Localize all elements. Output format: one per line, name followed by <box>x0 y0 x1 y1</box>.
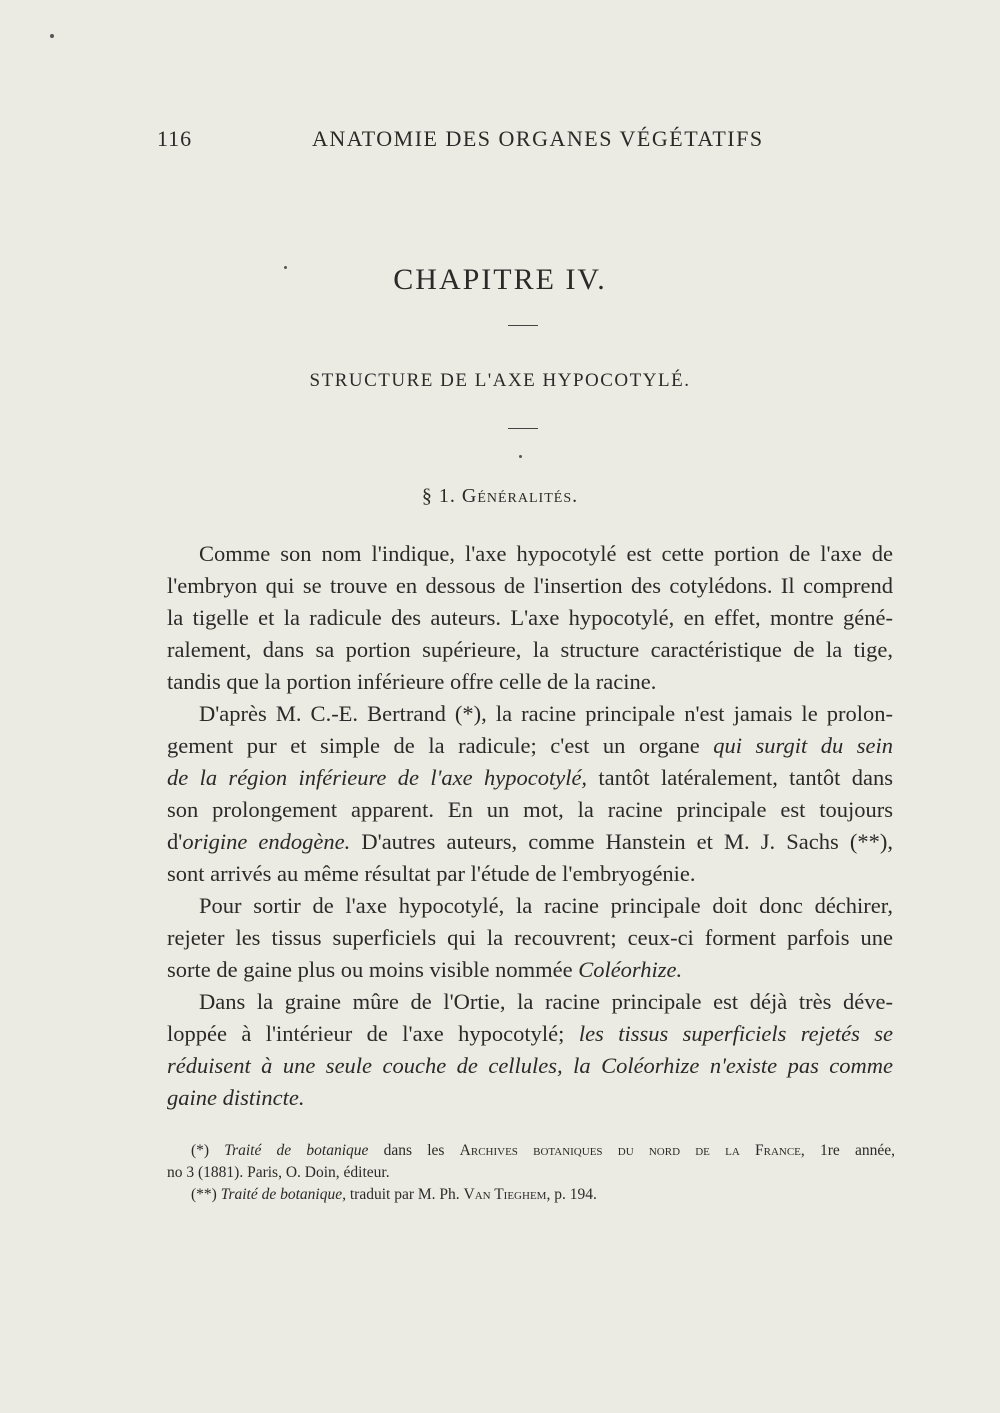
paragraph-3 <box>167 890 893 986</box>
text-line: ralement, dans sa portion supérieure, la structure caractéristique de la tige, <box>167 637 893 662</box>
text-run: loppée à l'intérieur de l'axe hypocotylé; <box>167 1021 565 1046</box>
italic-text: de la région inférieure de l'axe hypocotylé, <box>167 765 588 790</box>
footnote-author: Van Tieghem, <box>463 1186 551 1203</box>
text-run: tantôt latéralement, tantôt dans <box>598 765 893 790</box>
text-run <box>167 829 350 854</box>
footnote-2 <box>167 1184 895 1206</box>
text-line: D'après M. C.-E. Bertrand (*), la racine principale n'est jamais le prolon- <box>199 701 893 726</box>
divider-rule <box>508 428 538 429</box>
divider-rule <box>508 325 538 326</box>
text-line: tandis que la portion inférieure offre celle de la racine. <box>167 669 657 694</box>
footnote-marker: (*) <box>191 1142 210 1159</box>
footnotes <box>167 1140 895 1206</box>
text-line <box>167 1050 893 1082</box>
footnote-title: Traité de botanique <box>224 1142 369 1159</box>
footnote-1-continued: no 3 (1881). Paris, O. Doin, éditeur. <box>167 1164 390 1181</box>
footnote-marker: (**) <box>191 1186 217 1203</box>
text-line: Dans la graine mûre de l'Ortie, la racine principale est déjà très déve- <box>199 989 893 1014</box>
footnote-text: 1re année, <box>819 1142 896 1159</box>
text-line <box>167 730 893 762</box>
text-line: Pour sortir de l'axe hypocotylé, la racine principale doit donc déchirer, <box>199 893 893 918</box>
text-run: D'autres auteurs, comme Hanstein et M. J. Sachs (**), <box>361 829 893 854</box>
paragraph-2 <box>167 698 893 890</box>
text-line <box>167 762 893 794</box>
text-line <box>167 954 893 986</box>
footnote-text: p. 194. <box>554 1186 597 1203</box>
footnote-title: Traité de botanique, <box>220 1186 346 1203</box>
footnote-text: dans les <box>383 1142 445 1159</box>
text-line <box>167 1018 893 1050</box>
paragraph-1 <box>167 538 893 698</box>
chapter-title: CHAPITRE IV. <box>393 263 607 296</box>
running-header: ANATOMIE DES ORGANES VÉGÉTATIFS <box>312 126 764 151</box>
text-line: sont arrivés au même résultat par l'étude de l'embryogénie. <box>167 861 696 886</box>
text-run: gement pur et simple de la radicule; c'est un organe <box>167 733 700 758</box>
page-number: 116 <box>157 126 193 151</box>
text-line: la tigelle et la radicule des auteurs. L'axe hypocotylé, en effet, montre géné- <box>167 605 893 630</box>
text-line: l'embryon qui se trouve en dessous de l'insertion des cotylédons. Il comprend <box>167 573 893 598</box>
text-run: sorte de gaine plus ou moins visible nommée <box>167 957 573 982</box>
text-line: Comme son nom l'indique, l'axe hypocotylé est cette portion de l'axe de <box>199 541 893 566</box>
text-line <box>167 1082 893 1114</box>
print-speck <box>519 455 522 458</box>
footnote-text: traduit par M. Ph. <box>349 1186 460 1203</box>
chapter-subtitle: STRUCTURE DE L'AXE HYPOCOTYLÉ. <box>309 370 691 391</box>
text-line: son prolongement apparent. En un mot, la racine principale est toujours <box>167 797 893 822</box>
body-text <box>167 538 893 1114</box>
italic-text: origine endogène. <box>182 829 351 854</box>
footnote-1 <box>167 1140 895 1162</box>
italic-text: Coléorhize. <box>578 957 683 982</box>
section-heading: § 1. Généralités. <box>421 485 579 507</box>
italic-text: les tissus superficiels rejetés se <box>578 1021 893 1046</box>
text-line: rejeter les tissus superficiels qui la recouvrent; ceux-ci forment parfois une <box>167 925 893 950</box>
italic-text: réduisent à une seule couche de cellules, la Coléorhize n'existe pas comme <box>167 1053 893 1078</box>
paragraph-4 <box>167 986 893 1114</box>
italic-text: qui surgit du sein <box>713 733 894 758</box>
print-speck <box>50 34 54 38</box>
italic-text: gaine distincte. <box>167 1085 305 1110</box>
text-line <box>167 826 893 858</box>
text-run: d' <box>167 829 183 854</box>
footnote-series: Archives botaniques du nord de la France, <box>459 1142 805 1159</box>
